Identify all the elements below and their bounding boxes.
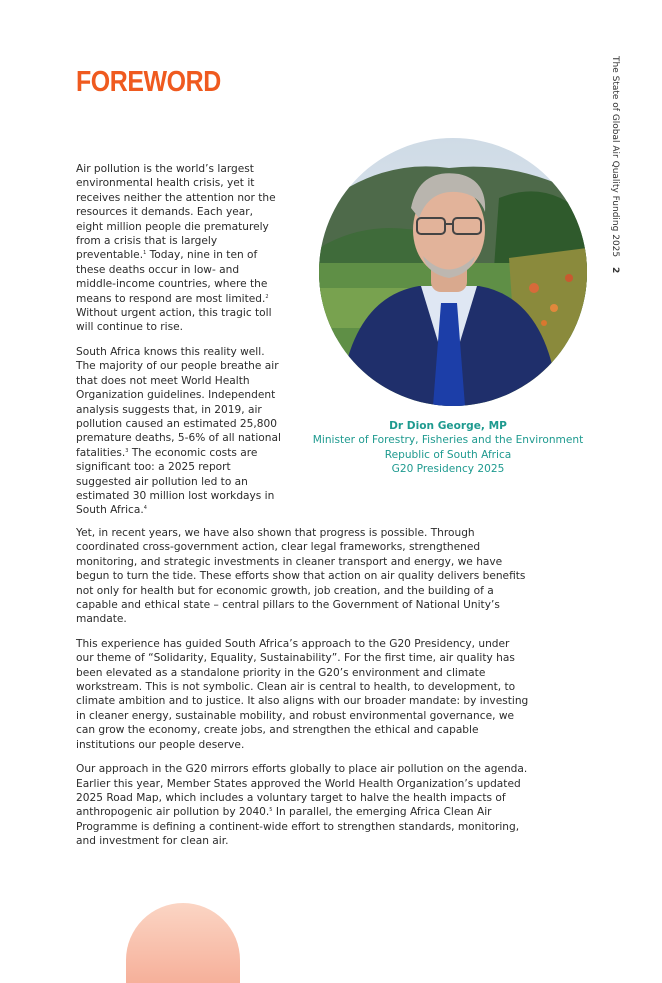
paragraph-5: Our approach in the G20 mirrors efforts globally to place air pollution on the agenda. Earlier this year, Member States approved the World Health Organization’s updated 2025 Road Map, which includes a voluntary target to halve the health impacts of anthropogenic air pollution by 2040.$^5$ In parallel, the emerging Africa Clean Air Programme is defining a continent-wide effort to strengthen standards, monitoring, and investment for clean air. [76,763,528,848]
portrait-caption [300,419,596,477]
page-number: 2 [610,267,620,274]
main-text-column [76,526,530,859]
paragraph-2: South Africa knows this reality well. The majority of our people breathe air that does not meet World Health Organization guidelines. Independent analysis suggests that, in 2019, air pollution caused an estimated 25,800 premature deaths, 5-6% of all national fatalities.$^3$ The economic costs are significant too: a 2025 report suggested air pollution led to an estimated 30 million lost workdays in South Africa.$^4$ [76,345,281,517]
caption-presidency: G20 Presidency 2025 [391,463,505,476]
caption-name: Dr Dion George, MP [389,420,507,432]
document-title: The State of Global Air Quality Funding 2025 [610,56,620,258]
paragraph-1: Air pollution is the world’s largest environmental health crisis, yet it receives neither the attention nor the resources it demands. Each year, eight million people die prematurely from a crisis that is largely preventable.$^1$ Today, nine in ten of these deaths occur in low- and middle-income countries, where the means to respond are most limited.$^2$ Without urgent action, this tragic toll will continue to rise. [76,163,276,334]
page-title: FOREWORD [76,66,221,98]
running-header [610,56,620,273]
caption-country: Republic of South Africa [384,448,512,461]
minister-portrait [319,138,587,406]
paragraph-3: Yet, in recent years, we have also shown that progress is possible. Through coordinated cross-government action, clear legal frameworks, strengthened monitoring, and strategic investments in cleaner transport and energy, we have begun to turn the tide. These efforts show that action on air quality delivers benefits not only for health but for economic growth, job creation, and the building of a capable and ethical state – central pillars to the Government of National Unity’s mandate. [76,527,526,626]
portrait-photo [319,138,587,406]
caption-role: Minister of Forestry, Fisheries and the Environment [312,434,584,447]
decorative-semicircle [126,903,240,983]
intro-text-column [76,162,282,528]
paragraph-4: This experience has guided South Africa’s approach to the G20 Presidency, under our theme of “Solidarity, Equality, Sustainability”. For the first time, air quality has been elevated as a standalone priority in the G20’s environment and climate workstream. This is not symbolic. Clean air is central to health, to development, to climate ambition and to justice. It also aligns with our broader mandate: by investing in cleaner energy, sustainable mobility, and robust environmental governance, we can grow the economy, create jobs, and strengthen the ethical and capable institutions our people deserve. [76,637,529,751]
